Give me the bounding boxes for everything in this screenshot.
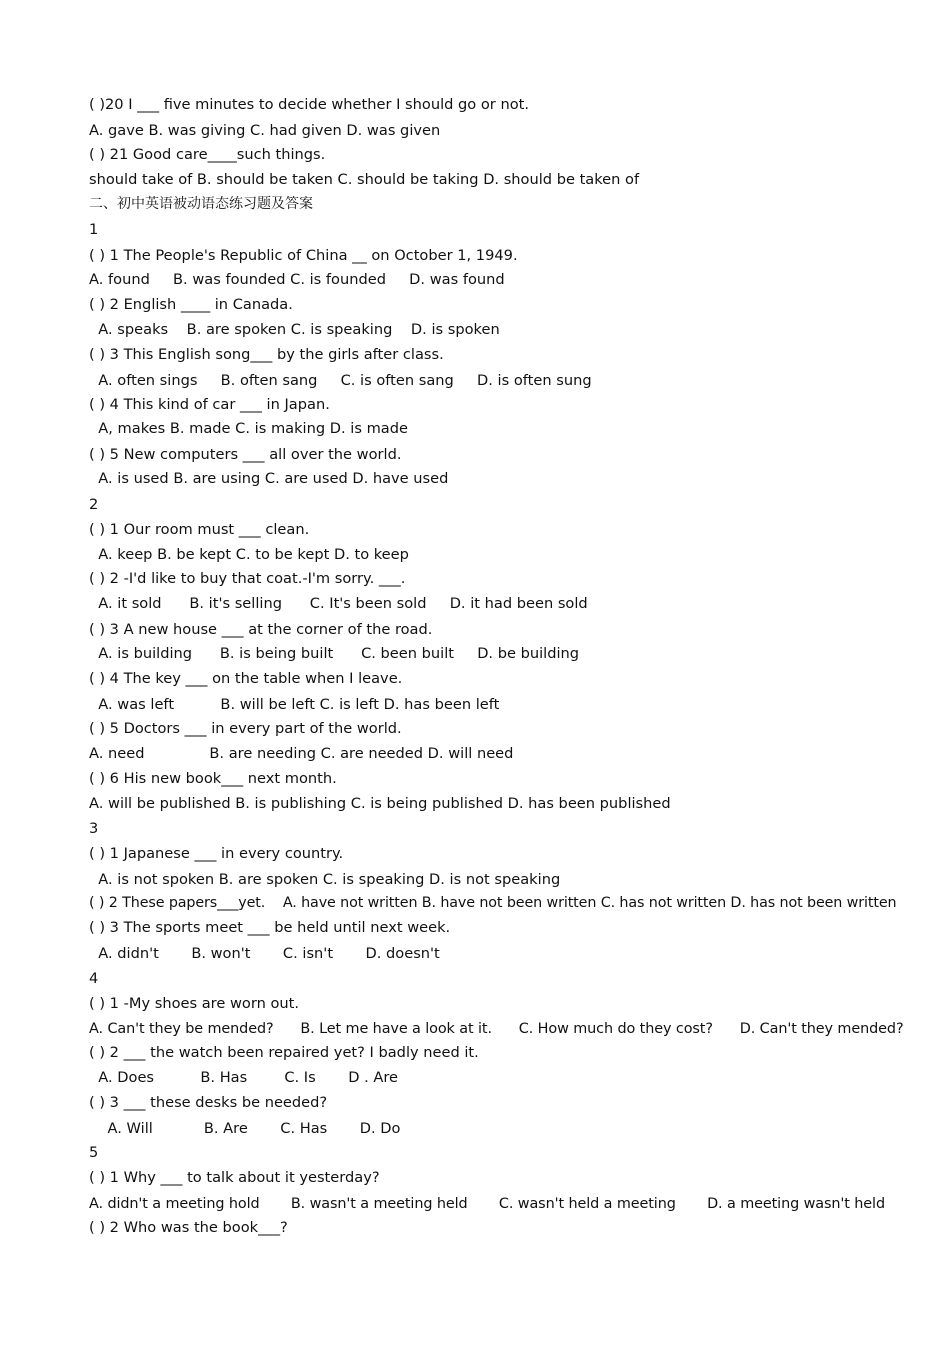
g2-question-2: ( ) 2 -I'd like to buy that coat.-I'm sorry. ___. xyxy=(89,570,406,587)
g1-question-2: ( ) 2 English ____ in Canada. xyxy=(89,296,293,313)
g1-options-3: A. often sings B. often sang C. is often sang D. is often sung xyxy=(89,372,592,389)
g3-options-3: A. didn't B. won't C. isn't D. doesn't xyxy=(89,945,440,962)
g2-question-5: ( ) 5 Doctors ___ in every part of the world. xyxy=(89,720,402,737)
g2-options-4: A. was left B. will be left C. is left D. has been left xyxy=(89,696,500,713)
question-20: ( )20 I ___ five minutes to decide whether I should go or not. xyxy=(89,96,529,113)
group-number-3: 3 xyxy=(89,820,99,837)
section-heading: 二、初中英语被动语态练习题及答案 xyxy=(89,196,313,212)
g4-question-1: ( ) 1 -My shoes are worn out. xyxy=(89,995,299,1012)
g4-options-1: A. Can't they be mended? B. Let me have a look at it. C. How much do they cost? D. Can't they mended? xyxy=(89,1021,904,1037)
options-20: A. gave B. was giving C. had given D. was given xyxy=(89,122,441,139)
g1-options-1: A. found B. was founded C. is founded D. was found xyxy=(89,271,505,288)
g2-question-4: ( ) 4 The key ___ on the table when I leave. xyxy=(89,670,403,687)
g1-question-1: ( ) 1 The People's Republic of China __ on October 1, 1949. xyxy=(89,247,518,264)
g5-question-2: ( ) 2 Who was the book___? xyxy=(89,1219,288,1236)
g2-options-1: A. keep B. be kept C. to be kept D. to keep xyxy=(89,546,409,563)
g4-question-3: ( ) 3 ___ these desks be needed? xyxy=(89,1094,328,1111)
g2-options-2: A. it sold B. it's selling C. It's been sold D. it had been sold xyxy=(89,595,588,612)
group-number-4: 4 xyxy=(89,970,99,987)
g1-options-5: A. is used B. are using C. are used D. have used xyxy=(89,470,449,487)
g3-question-3: ( ) 3 The sports meet ___ be held until next week. xyxy=(89,919,451,936)
g2-options-5: A. need B. are needing C. are needed D. will need xyxy=(89,745,514,762)
g5-options-1: A. didn't a meeting hold B. wasn't a meeting held C. wasn't held a meeting D. a meeting wasn't held xyxy=(89,1196,885,1212)
g2-options-3: A. is building B. is being built C. been built D. be building xyxy=(89,645,580,662)
g2-options-6: A. will be published B. is publishing C. is being published D. has been published xyxy=(89,795,671,812)
g1-question-5: ( ) 5 New computers ___ all over the world. xyxy=(89,446,402,463)
g1-options-4: A, makes B. made C. is making D. is made xyxy=(89,420,408,437)
g4-options-2: A. Does B. Has C. Is D . Are xyxy=(89,1069,398,1086)
g3-options-1: A. is not spoken B. are spoken C. is speaking D. is not speaking xyxy=(89,871,561,888)
group-number-5: 5 xyxy=(89,1144,99,1161)
group-number-2: 2 xyxy=(89,496,99,513)
g1-question-3: ( ) 3 This English song___ by the girls after class. xyxy=(89,346,444,363)
g2-question-6: ( ) 6 His new book___ next month. xyxy=(89,770,337,787)
g2-question-3: ( ) 3 A new house ___ at the corner of the road. xyxy=(89,621,433,638)
g1-question-4: ( ) 4 This kind of car ___ in Japan. xyxy=(89,396,330,413)
g1-options-2: A. speaks B. are spoken C. is speaking D. is spoken xyxy=(89,321,500,338)
options-21: should take of B. should be taken C. should be taking D. should be taken of xyxy=(89,171,640,188)
question-21: ( ) 21 Good care____such things. xyxy=(89,146,326,163)
g3-question-1: ( ) 1 Japanese ___ in every country. xyxy=(89,845,344,862)
group-number-1: 1 xyxy=(89,221,99,238)
g2-question-1: ( ) 1 Our room must ___ clean. xyxy=(89,521,310,538)
g4-question-2: ( ) 2 ___ the watch been repaired yet? I badly need it. xyxy=(89,1044,479,1061)
g4-options-3: A. Will B. Are C. Has D. Do xyxy=(89,1120,401,1137)
g3-question-2-with-options: ( ) 2 These papers___yet. A. have not written B. have not been written C. has not written D. has not been written xyxy=(89,895,897,911)
g5-question-1: ( ) 1 Why ___ to talk about it yesterday? xyxy=(89,1169,380,1186)
